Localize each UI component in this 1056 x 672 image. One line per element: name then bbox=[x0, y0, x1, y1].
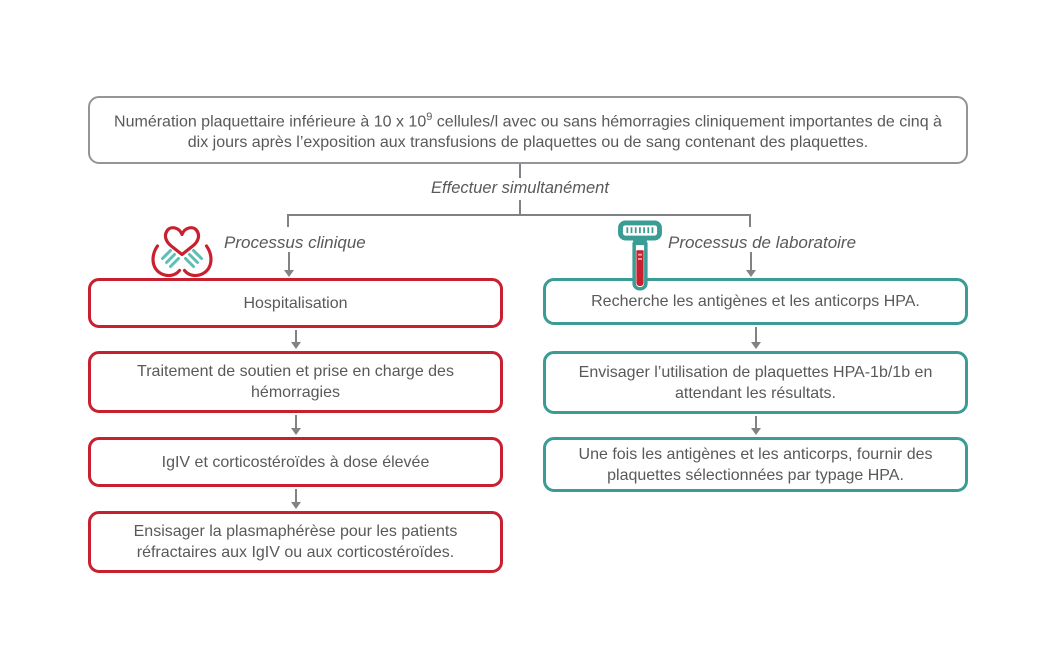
clinical-step-text: Hospitalisation bbox=[243, 294, 348, 312]
lab-branch-label: Processus de laboratoire bbox=[668, 233, 857, 252]
criteria-text-part2: cellules/l avec ou sans hémorragies cliniquement importantes de cinq à dix jours après l’exposition aux transfusions de plaquettes ou de sang contenant des plaquettes. bbox=[187, 113, 942, 152]
clinical-step-text: IgIV et corticostéroïdes à dose élevée bbox=[161, 453, 430, 471]
down-arrow bbox=[290, 330, 301, 349]
criteria-text-part1: Numération plaquettaire inférieure à 10 x 10 bbox=[114, 113, 427, 131]
criteria-exponent: 9 bbox=[426, 110, 433, 123]
criteria-text bbox=[114, 107, 942, 153]
branch-drop-right bbox=[749, 214, 751, 227]
lab-step-text: Envisager l’utilisation de plaquettes HPA-1b/1b en attendant les résultats. bbox=[578, 363, 933, 402]
lab-step-box-3 bbox=[543, 437, 968, 492]
clinical-step-box-3 bbox=[88, 437, 503, 487]
lab-step-box-2 bbox=[543, 351, 968, 414]
connector-stub-bottom bbox=[519, 200, 521, 215]
clinical-branch-label: Processus clinique bbox=[224, 233, 366, 252]
branch-horizontal-line bbox=[287, 214, 751, 216]
clinical-step-box-1 bbox=[88, 278, 503, 328]
clinical-step-box-2 bbox=[88, 351, 503, 413]
clinical-step-text: Ensisager la plasmaphérèse pour les patients réfractaires aux IgIV ou aux corticostéroïdes. bbox=[133, 523, 458, 561]
down-arrow bbox=[290, 489, 301, 509]
down-arrow bbox=[745, 252, 756, 277]
down-arrow bbox=[283, 252, 294, 277]
clinical-step-box-4 bbox=[88, 511, 503, 573]
lab-step-text: Une fois les antigènes et les anticorps, fournir des plaquettes sélectionnées par typage HPA. bbox=[578, 445, 933, 484]
hands-holding-heart-icon bbox=[149, 220, 215, 278]
lab-step-text: Recherche les antigènes et les anticorps HPA. bbox=[591, 293, 920, 310]
branch-drop-left bbox=[287, 214, 289, 227]
down-arrow bbox=[750, 327, 761, 349]
simultaneous-label: Effectuer simultanément bbox=[431, 179, 609, 197]
down-arrow bbox=[290, 415, 301, 435]
clinical-step-text: Traitement de soutien et prise en charge des hémorragies bbox=[137, 363, 454, 401]
down-arrow bbox=[750, 416, 761, 435]
lab-step-box-1 bbox=[543, 278, 968, 325]
test-tube-icon bbox=[615, 219, 665, 297]
criteria-box bbox=[88, 96, 968, 164]
connector-stub-top bbox=[519, 164, 521, 178]
